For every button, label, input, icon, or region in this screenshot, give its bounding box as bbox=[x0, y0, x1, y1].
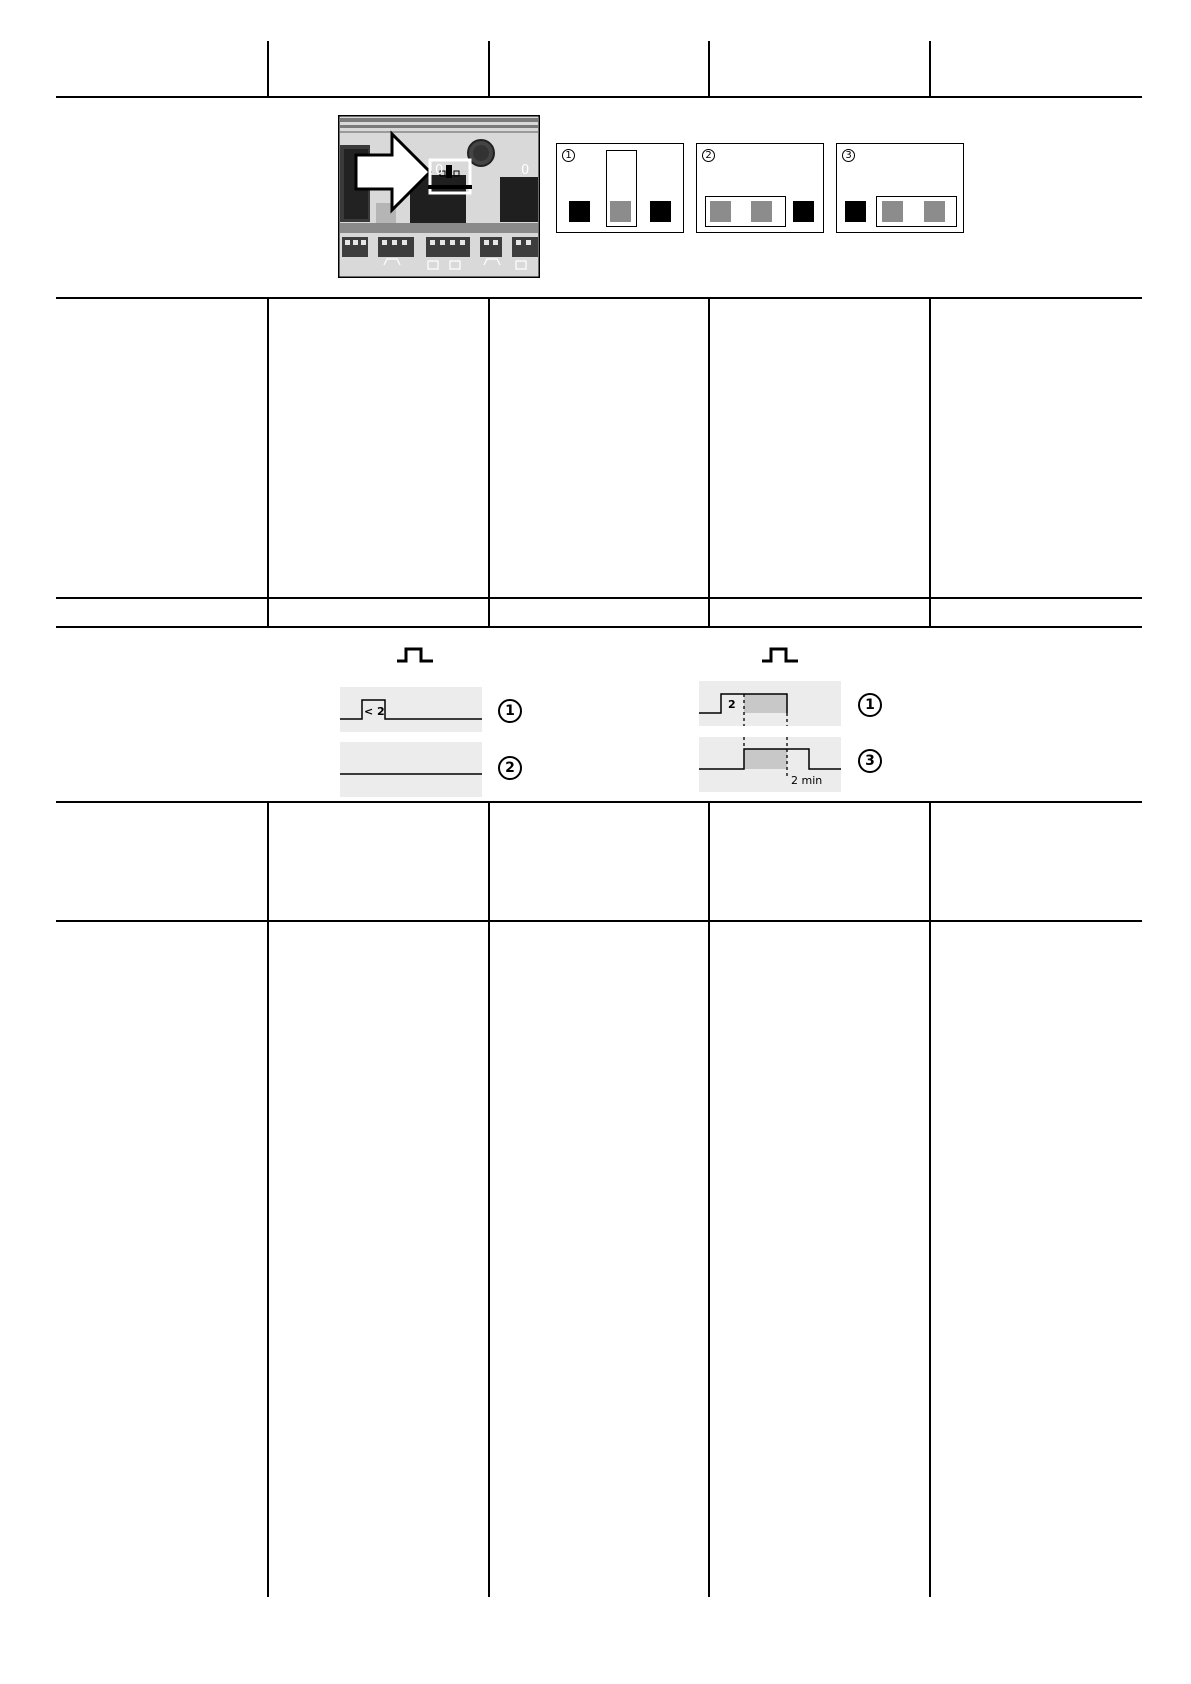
board-digit-left: 0 bbox=[435, 163, 444, 178]
switch-knob-middle bbox=[610, 201, 631, 222]
switch-knob-left bbox=[845, 201, 866, 222]
switch-knob-middle bbox=[882, 201, 903, 222]
pulse-row-1a bbox=[340, 687, 482, 732]
pulse-row-2a bbox=[340, 742, 482, 797]
pulse-label: < 2 bbox=[364, 705, 385, 718]
switch-knob-right bbox=[924, 201, 945, 222]
pulse-label: 2 bbox=[728, 698, 736, 711]
switch-knob-middle bbox=[751, 201, 772, 222]
pulse-row-3b bbox=[699, 737, 841, 792]
switch-knob-right bbox=[793, 201, 814, 222]
pulse-duration-label: 2 min bbox=[791, 774, 823, 787]
switch-knob-right bbox=[650, 201, 671, 222]
badge-2-icon: 2 bbox=[498, 756, 522, 780]
switch-setting-2 bbox=[696, 143, 824, 233]
badge-1-icon: 1 bbox=[562, 149, 575, 162]
switch-knob-left bbox=[569, 201, 590, 222]
pulse-symbol-icon bbox=[396, 646, 434, 664]
switch-knob-left bbox=[710, 201, 731, 222]
pulse-symbol-icon bbox=[761, 646, 799, 664]
badge-3-icon: 3 bbox=[842, 149, 855, 162]
pulse-trace bbox=[340, 687, 482, 732]
pulse-row-1b bbox=[699, 681, 841, 726]
pulse-trace bbox=[699, 681, 841, 726]
badge-1-icon: 1 bbox=[858, 693, 882, 717]
switch-setting-1 bbox=[556, 143, 684, 233]
board-digit-right: 0 bbox=[521, 163, 530, 178]
circuit-board-illustration bbox=[338, 115, 540, 278]
board-drawing bbox=[338, 115, 540, 278]
pulse-trace bbox=[340, 742, 482, 797]
switch-setting-3 bbox=[836, 143, 964, 233]
badge-1-icon: 1 bbox=[498, 699, 522, 723]
badge-3-icon: 3 bbox=[858, 749, 882, 773]
badge-2-icon: 2 bbox=[702, 149, 715, 162]
